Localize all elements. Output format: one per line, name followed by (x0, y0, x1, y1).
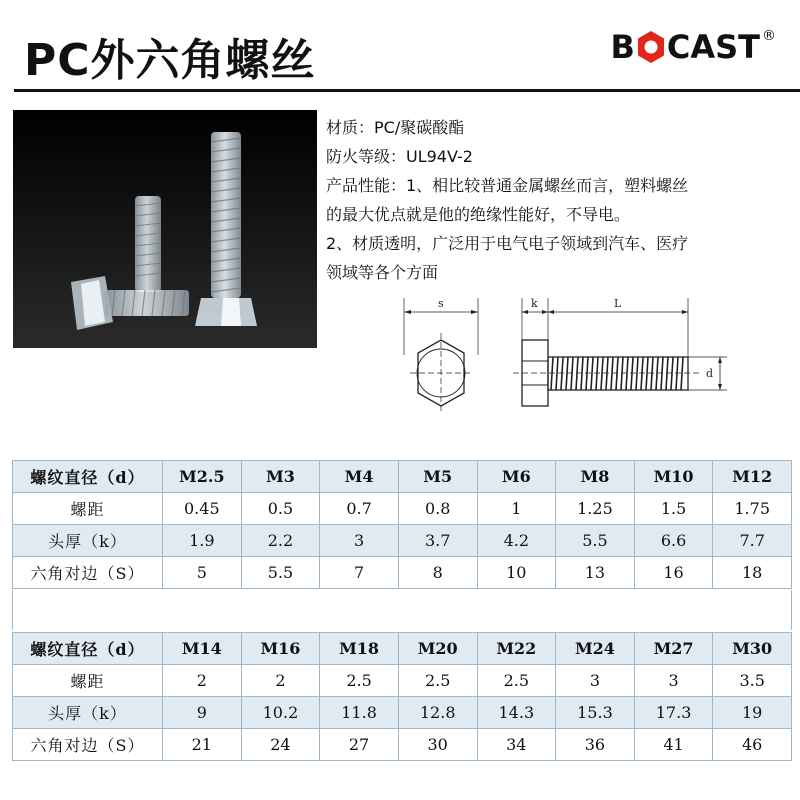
table-cell: 6.6 (634, 525, 713, 557)
table-cell: M8 (556, 461, 635, 493)
description-line: 2、材质透明，广泛用于电气电子领域到汽车、医疗 (326, 234, 689, 253)
description-line: 的最大优点就是他的绝缘性能好，不导电。 (326, 205, 631, 224)
table-cell: 3.7 (398, 525, 477, 557)
table-cell: 17.3 (634, 697, 713, 729)
table-cell: M20 (398, 633, 477, 665)
table-cell: 27 (320, 729, 399, 761)
table-cell: M24 (556, 633, 635, 665)
table-cell: 7.7 (713, 525, 792, 557)
table-cell: 18 (713, 557, 792, 589)
table-row-across-flats (13, 557, 792, 589)
table-cell: M27 (634, 633, 713, 665)
transparent-screws-image (13, 110, 317, 348)
description-line: 材质：PC/聚碳酸酯 (326, 118, 465, 137)
table-cell: M2.5 (163, 461, 242, 493)
dim-label-d: d (706, 367, 714, 380)
table-cell: 24 (241, 729, 320, 761)
row-header: 螺纹直径（d） (13, 633, 163, 665)
table-cell: 2.5 (320, 665, 399, 697)
table-cell: 30 (398, 729, 477, 761)
dim-label-s: s (438, 297, 444, 310)
table-cell: M6 (477, 461, 556, 493)
table-cell: M3 (241, 461, 320, 493)
product-photo (13, 110, 317, 348)
thread-lines (551, 357, 683, 390)
hex-bolt-technical-drawing (395, 295, 730, 445)
table-cell: M5 (398, 461, 477, 493)
spec-table-large (12, 632, 792, 761)
table-cell: 15.3 (556, 697, 635, 729)
table-cell: 1.75 (713, 493, 792, 525)
row-header: 六角对边（S） (13, 729, 163, 761)
table-cell: 3 (634, 665, 713, 697)
table-cell: 1.5 (634, 493, 713, 525)
row-header: 螺距 (13, 665, 163, 697)
table-cell: M4 (320, 461, 399, 493)
spec-table-small (12, 460, 792, 589)
row-header: 螺距 (13, 493, 163, 525)
table-cell: 3 (556, 665, 635, 697)
table-cell: M12 (713, 461, 792, 493)
table-cell: 7 (320, 557, 399, 589)
table-cell: 3 (320, 525, 399, 557)
table-cell: 46 (713, 729, 792, 761)
table-cell: M16 (241, 633, 320, 665)
product-description (326, 113, 786, 287)
table-cell: 41 (634, 729, 713, 761)
description-line: 领域等各个方面 (326, 263, 439, 282)
row-header: 螺纹直径（d） (13, 461, 163, 493)
table-cell: 16 (634, 557, 713, 589)
table-cell: 5 (163, 557, 242, 589)
table-cell: 3.5 (713, 665, 792, 697)
table-cell: 10 (477, 557, 556, 589)
table-cell: 21 (163, 729, 242, 761)
table-row-diameter (13, 461, 792, 493)
table-cell: 11.8 (320, 697, 399, 729)
title-divider (14, 89, 800, 92)
table-spacer (12, 590, 792, 630)
table-cell: M14 (163, 633, 242, 665)
row-header: 六角对边（S） (13, 557, 163, 589)
row-header: 头厚（k） (13, 525, 163, 557)
table-cell: 2 (241, 665, 320, 697)
table-cell: 2 (163, 665, 242, 697)
table-cell: 1.9 (163, 525, 242, 557)
table-cell: 0.8 (398, 493, 477, 525)
table-cell: 2.2 (241, 525, 320, 557)
table-cell: 34 (477, 729, 556, 761)
description-line: 产品性能：1、相比较普通金属螺丝而言，塑料螺丝 (326, 176, 689, 195)
table-cell: 4.2 (477, 525, 556, 557)
table-cell: 36 (556, 729, 635, 761)
table-cell: 1.25 (556, 493, 635, 525)
table-row-diameter (13, 633, 792, 665)
table-cell: 19 (713, 697, 792, 729)
brand-logo-part2: CAST (666, 28, 760, 66)
table-cell: 2.5 (477, 665, 556, 697)
table-cell: 14.3 (477, 697, 556, 729)
table-cell: 0.5 (241, 493, 320, 525)
table-cell: M18 (320, 633, 399, 665)
brand-logo (610, 28, 776, 68)
table-cell: 13 (556, 557, 635, 589)
table-row-head-thickness (13, 525, 792, 557)
description-line: 防火等级：UL94V-2 (326, 147, 473, 166)
table-row-head-thickness (13, 697, 792, 729)
dim-label-k: k (531, 297, 538, 310)
table-cell: 12.8 (398, 697, 477, 729)
table-row-across-flats (13, 729, 792, 761)
table-cell: 2.5 (398, 665, 477, 697)
dim-label-L: L (614, 297, 622, 310)
table-cell: 9 (163, 697, 242, 729)
row-header: 头厚（k） (13, 697, 163, 729)
registered-mark: ® (762, 28, 776, 44)
table-cell: M30 (713, 633, 792, 665)
table-cell: 10.2 (241, 697, 320, 729)
table-cell: M10 (634, 461, 713, 493)
table-cell: 5.5 (241, 557, 320, 589)
table-cell: 0.7 (320, 493, 399, 525)
page-title: PC外六角螺丝 (24, 35, 316, 86)
table-cell: 5.5 (556, 525, 635, 557)
table-cell: M22 (477, 633, 556, 665)
brand-logo-part1: B (610, 28, 635, 66)
table-cell: 1 (477, 493, 556, 525)
hex-nut-icon (636, 30, 666, 64)
table-cell: 8 (398, 557, 477, 589)
table-row-pitch (13, 665, 792, 697)
table-cell: 0.45 (163, 493, 242, 525)
table-row-pitch (13, 493, 792, 525)
